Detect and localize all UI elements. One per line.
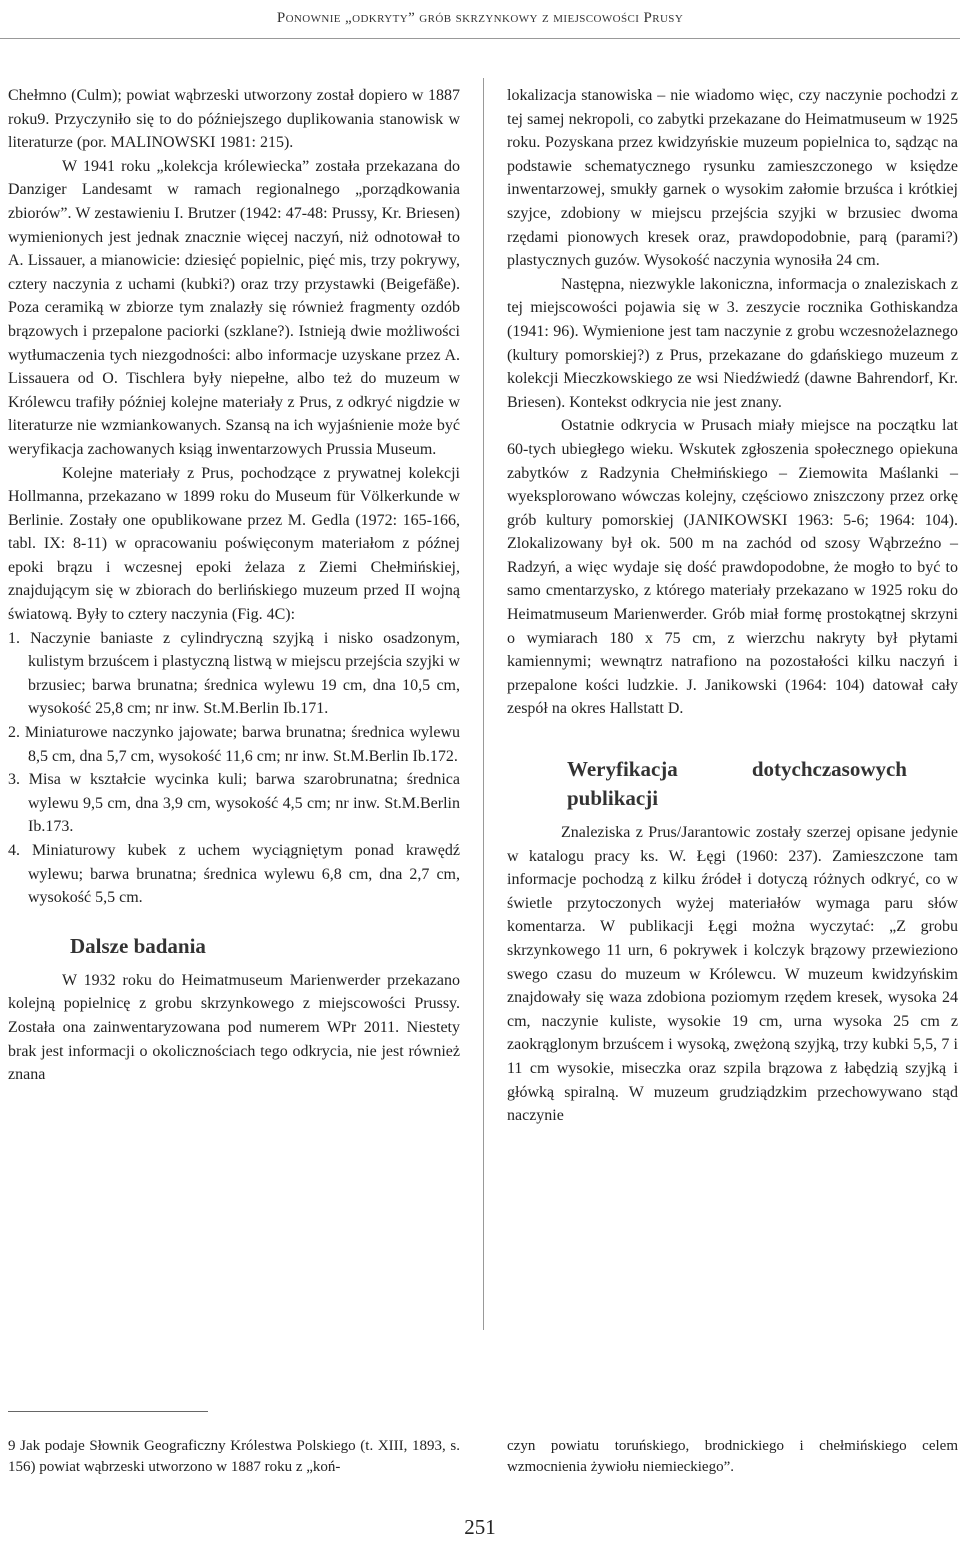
left-paragraph-2: W 1941 roku „kolekcja królewiecka” została przekazana do Danziger Landesamt w ramach regionalnego „porządkowania zbiorów”. W zestawieniu I. Brutzer (1942: 47-48: Prussy, Kr. Briesen) wymienionych jest jednak znacznie więcej naczyń, niż odnotował to A. Lissauer, a mianowicie: dziesięć popielnic, pięć mis, trzy pokrywy, cztery naczynia z uchami (kubki?) oraz trzy przystawki (Beigefäße). Poza ceramiką w zbiorze tym znalazły się również fragmenty ozdób brązowych i przepalone paciorki (szklane?). Istnieją dwie możliwości wytłumaczenia tych niezgodności: albo informacje uzyskane przez A. Lissauera od O. Tischlera były niepełne, albo też do muzeum w Królewcu trafiły później kolejne materiały z Prus, z odkryć nigdzie w literaturze nie wzmiankowanych. Szansą na ich wyjaśnienie może być weryfikacja zachowanych ksiąg inwentarzowych Prussia Museum. [8, 157, 460, 458]
footnote-right: czyn powiatu toruńskiego, brodnickiego i chełmińskiego celem wzmocnienia żywiołu niemieckiego”. [507, 1438, 958, 1475]
right-column [507, 84, 958, 1128]
footnote-left: 9 Jak podaje Słownik Geograficzny Królestwa Polskiego (t. XIII, 1893, s. 156) powiat wąbrzeski utworzono w 1887 roku z „koń- [8, 1438, 460, 1475]
list-item: 1. Naczynie baniaste z cylindryczną szyjką i nisko osadzonym, kulistym brzuścem i plastyczną listwą w miejscu przejścia szyjki w brzusiec; barwa brunatna; średnica wylewu 19 cm, dna 10,5 cm, wysokość 25,8 cm; nr inw. St.M.Berlin Ib.171. [8, 629, 460, 718]
right-paragraph-4: Znaleziska z Prus/Jarantowic zostały szerzej opisane jedynie w katalogu pracy ks. W. Łęgi (1960: 237). Zamieszczone tam informacje pochodzą z kilku źródeł i dotyczą różnych odkryć, co w świetle przytoczonych wyżej materiałów wymaga paru słów komentarza. W publikacji Łęgi można wyczytać: „Z grobu skrzynkowego 11 urn, 6 pokrywek i kolczyk brązowy przewieziono swego czasu do muzeum w Królewcu. W muzeum kwidzyńskim znajdowały się waza zdobiona poziomym rzędem kresek, wysoka 24 cm, naczynie kuliste, wysokie 19 cm, urna wysoka 25 cm z zaokrąglonym brzuścem i wysoką, zwężoną szyjką, trzy kubki 5,5, 7 i 11 cm wysokie, miseczka oraz szpila brązowa z łabędzią szyjką i główką spiralną. W muzeum grudziądzkim przechowywano stąd naczynie [507, 824, 958, 1125]
right-paragraph-3: Ostatnie odkrycia w Prusach miały miejsce na początku lat 60-tych ubiegłego wieku. Wskutek zgłoszenia społecznego opiekuna zabytków z Radzynia Chełmińskiego – Ziemowita Maślanki – wyeksplorowano wówczas kolejny, częściowo zniszczony przez orkę grób kultury pomorskiej (JANIKOWSKI 1963: 5-6; 1964: 104). Zlokalizowany był ok. 500 m na zachód od szosy Wąbrzeźno – Radzyń, a więc wydaje się dość prawdopodobne, że mogło to być to samo cmentarzysko, z którego materiały przekazano w 1925 roku do Heimatmuseum Marienwerder. Grób miał formę prostokątnej skrzyni o wymiarach 180 x 75 cm, z wierzchu nakryty był płytami kamiennymi; wewnątrz natrafiono na pozostałości kilku naczyń i przepalone kości ludzkie. J. Janikowski (1964: 104) datował cały zespół na okres Hallstatt D. [507, 417, 958, 718]
list-item: 3. Misa w kształcie wycinka kuli; barwa szarobrunatna; średnica wylewu 9,5 cm, dna 3,9 cm, wysokość 4,5 cm; nr inw. St.M.Berlin Ib.173. [8, 771, 460, 836]
left-paragraph-3: Kolejne materiały z Prus, pochodzące z prywatnej kolekcji Hollmanna, przekazano w 1899 roku do Museum für Völkerkunde w Berlinie. Zostały one opublikowane przez M. Gedla (1972: 165-166, tabl. IX: 8-11) w opracowaniu poświęconym materiałom z późnej epoki brązu i wczesnej epoki żelaza z Ziemi Chełmińskiej, znajdującym się w zbiorach do berlińskiego muzeum przed II wojną światową. Były to cztery naczynia (Fig. 4C): [8, 464, 460, 624]
section-heading: Weryfikacja dotychczasowych publikacji [567, 757, 907, 811]
running-header: Ponownie „odkryty” grób skrzynkowy z miejscowości Prusy [276, 10, 684, 26]
page-number: 251 [464, 1515, 496, 1539]
right-paragraph-1: lokalizacja stanowiska – nie wiadomo więc, czy naczynie pochodzi z tej samej nekropoli, co zabytki przekazane do Heimatmuseum w 1925 roku. Pozyskana przez kwidzyńskie muzeum popielnica to, sądząc na podstawie schematycznego rysunku zamieszczonego w księdze inwentarzowej, smukły garnek o wysokim załomie brzuśca i krótkiej szyjce, zdobiony w miejscu przejścia szyjki w brzusiec dwoma rzędami pionowych kresek oraz, prawdopodobnie, parą (parami?) plastycznych guzów. Wysokość naczynia wynosiła 24 cm. [507, 87, 958, 270]
footnote-rule [8, 1411, 208, 1412]
list-item: 4. Miniaturowy kubek z uchem wyciągniętym ponad krawędź wylewu; barwa brunatna; średnica wylewu 6,8 cm, dna 2,7 cm, wysokość 5,5 cm. [8, 842, 460, 907]
right-paragraph-2: Następna, niezwykle lakoniczna, informacja o znaleziskach z tej miejscowości pojawia się w 3. zeszycie rocznika Gothiskandza (1941: 96). Wymienione jest tam naczynie z grobu wczesnożelaznego (kultury pomorskiej?) z Prus, przekazane do gdańskiego muzeum z kolekcji Mieczkowskiego ze wsi Niedźwiedź (dawne Bahrendorf, Kr. Briesen). Kontekst odkrycia nie jest znany. [507, 275, 958, 411]
left-column [8, 84, 460, 1087]
section-heading: Dalsze badania [70, 933, 206, 958]
header-rule [0, 38, 960, 39]
list-item: 2. Miniaturowe naczynko jajowate; barwa brunatna; średnica wylewu 8,5 cm, dna 5,7 cm, wysokość 11,6 cm; nr inw. St.M.Berlin Ib.172. [8, 724, 460, 765]
left-paragraph-4: W 1932 roku do Heimatmuseum Marienwerder przekazano kolejną popielnicę z grobu skrzynkowego z miejscowości Prussy. Została ona zainwentaryzowana pod numerem WPr 2011. Niestety brak jest informacji o okolicznościach tego odkrycia, nie jest również znana [8, 971, 460, 1084]
left-paragraph-1: Chełmno (Culm); powiat wąbrzeski utworzony został dopiero w 1887 roku9. Przyczyniło się to do późniejszego duplikowania stanowisk w literaturze (por. MALINOWSKI 1981: 215). [8, 87, 460, 152]
column-divider [483, 78, 484, 1330]
